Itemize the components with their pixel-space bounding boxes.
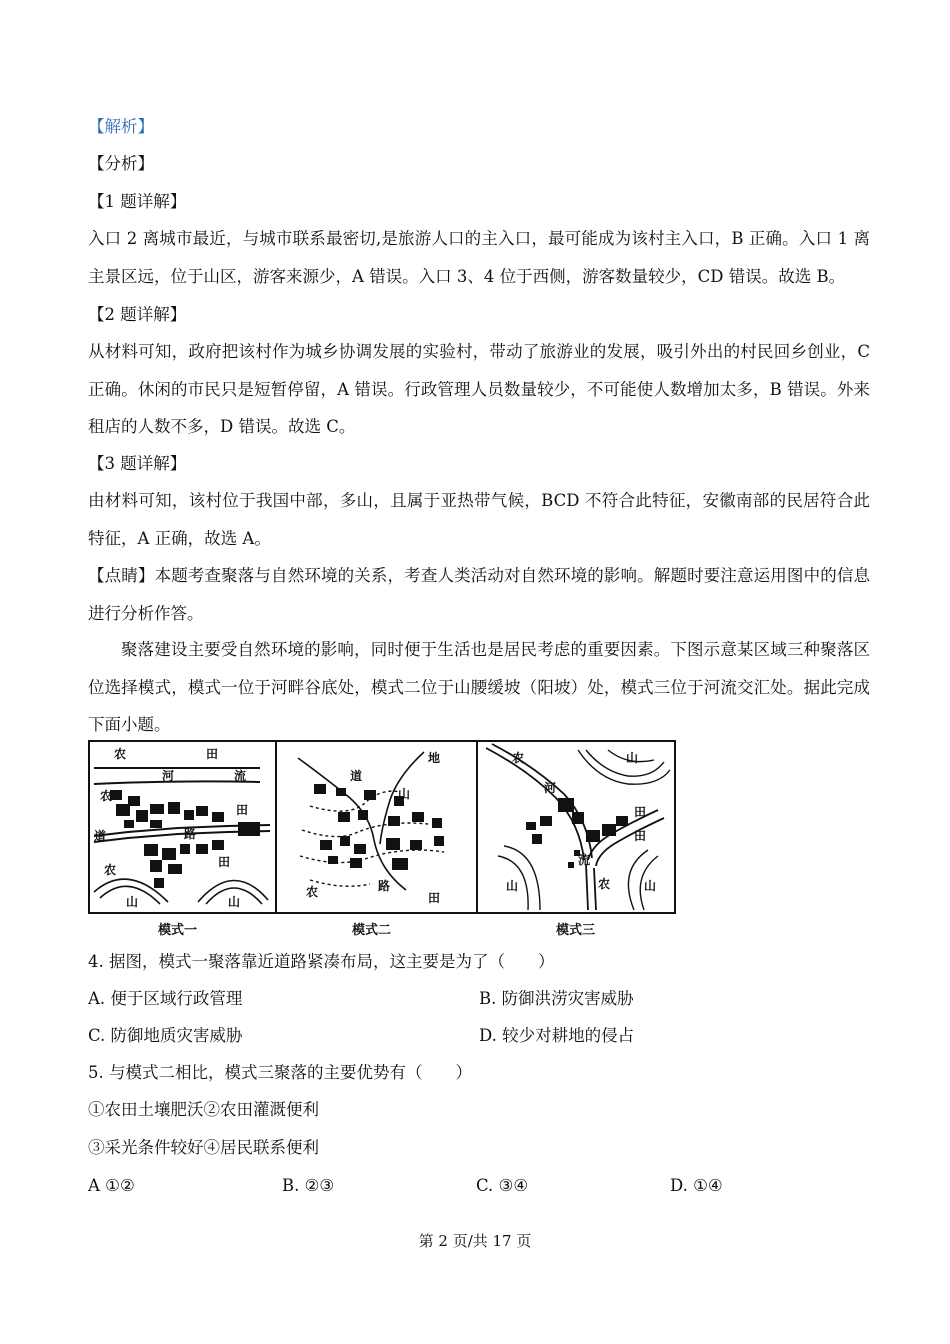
label-he: 河 [544, 781, 557, 795]
label-shan: 山 [626, 751, 639, 765]
label-tian: 田 [428, 891, 441, 905]
q4-option-c[interactable]: C. 防御地质灾害威胁 [88, 1026, 243, 1045]
q3-explanation: 由材料可知，该村位于我国中部，多山，且属于亚热带气候，BCD 不符合此特征，安徽南部的民居符合此特征，A 正确，故选 A。 [88, 491, 870, 548]
label-nong: 农 [104, 863, 117, 877]
label-shan: 山 [126, 895, 139, 909]
caption-pattern-three: 模式三 [556, 923, 596, 938]
q5-option-d[interactable]: D. ①④ [670, 1176, 723, 1195]
label-lu: 路 [184, 827, 197, 841]
q2-explanation: 从材料可知，政府把该村作为城乡协调发展的实验村，带动了旅游业的发展，吸引外出的村民回乡创业，C 正确。休闲的市民只是短暂停留，A 错误。行政管理人员数量较少，不可能使人数增加太多，B 错误。外来租店的人数不多，D 错误。故选 C。 [88, 342, 870, 436]
intro-paragraph: 聚落建设主要受自然环境的影响，同时便于生活也是居民考虑的重要因素。下图示意某区域三种聚落区位选择模式，模式一位于河畔谷底处，模式二位于山腰缓坡（阳坡）处，模式三位于河流交汇处。据此完成下面小题。 [88, 640, 870, 734]
page-footer: 第 2 页/共 17 页 [418, 1232, 532, 1250]
label-di: 地 [428, 751, 441, 765]
label-tian: 田 [206, 747, 219, 761]
caption-pattern-one: 模式一 [158, 923, 198, 938]
label-liu: 流 [578, 853, 591, 867]
label-tian: 田 [218, 855, 231, 869]
label-lu: 路 [378, 879, 391, 893]
settlement-pattern-figure [88, 740, 676, 940]
label-tian: 田 [634, 829, 647, 843]
label-shan: 山 [644, 879, 657, 893]
label-nong: 农 [114, 747, 127, 761]
label-nong: 农 [598, 877, 611, 891]
q5-items-2: ③采光条件较好④居民联系便利 [88, 1138, 319, 1157]
fenxi-heading: 【分析】 [88, 154, 154, 173]
q5-stem: 5. 与模式二相比，模式三聚落的主要优势有（ ） [88, 1063, 472, 1082]
label-dao: 道 [350, 769, 363, 783]
label-he: 河 [162, 769, 175, 783]
label-dao: 道 [94, 829, 107, 843]
label-shan: 山 [228, 895, 241, 909]
analysis-heading: 【解析】 [88, 117, 154, 136]
q5-option-b[interactable]: B. ②③ [282, 1176, 335, 1195]
q5-items-1: ①农田土壤肥沃②农田灌溉便利 [88, 1100, 319, 1119]
label-tian: 田 [236, 803, 249, 817]
dianjing-note: 【点睛】本题考查聚落与自然环境的关系，考查人类活动对自然环境的影响。解题时要注意运用图中的信息进行分析作答。 [88, 566, 870, 623]
label-nong: 农 [306, 885, 319, 899]
label-tian: 田 [634, 805, 647, 819]
label-nong: 农 [100, 789, 113, 803]
q4-option-d[interactable]: D. 较少对耕地的侵占 [479, 1026, 635, 1045]
caption-pattern-two: 模式二 [352, 923, 392, 938]
q1-explanation: 入口 2 离城市最近，与城市联系最密切,是旅游人口的主入口，最可能成为该村主入口，B 正确。入口 1 离主景区远，位于山区，游客来源少，A 错误。入口 3、4 位于西侧，游客数量较少，CD 错误。故选 B。 [88, 229, 870, 286]
q4-option-b[interactable]: B. 防御洪涝灾害威胁 [479, 989, 634, 1008]
label-nong: 农 [512, 751, 525, 765]
label-liu: 流 [234, 769, 247, 783]
q5-option-a[interactable]: A ①② [88, 1176, 135, 1195]
label-shan: 山 [506, 879, 519, 893]
q5-option-c[interactable]: C. ③④ [476, 1176, 529, 1195]
q3-heading: 【3 题详解】 [88, 454, 187, 473]
label-shan: 山 [398, 787, 411, 801]
q2-heading: 【2 题详解】 [88, 305, 187, 324]
q4-stem: 4. 据图，模式一聚落靠近道路紧凑布局，这主要是为了（ ） [88, 952, 555, 971]
q1-heading: 【1 题详解】 [88, 192, 187, 211]
q4-option-a[interactable]: A. 便于区域行政管理 [88, 989, 243, 1008]
